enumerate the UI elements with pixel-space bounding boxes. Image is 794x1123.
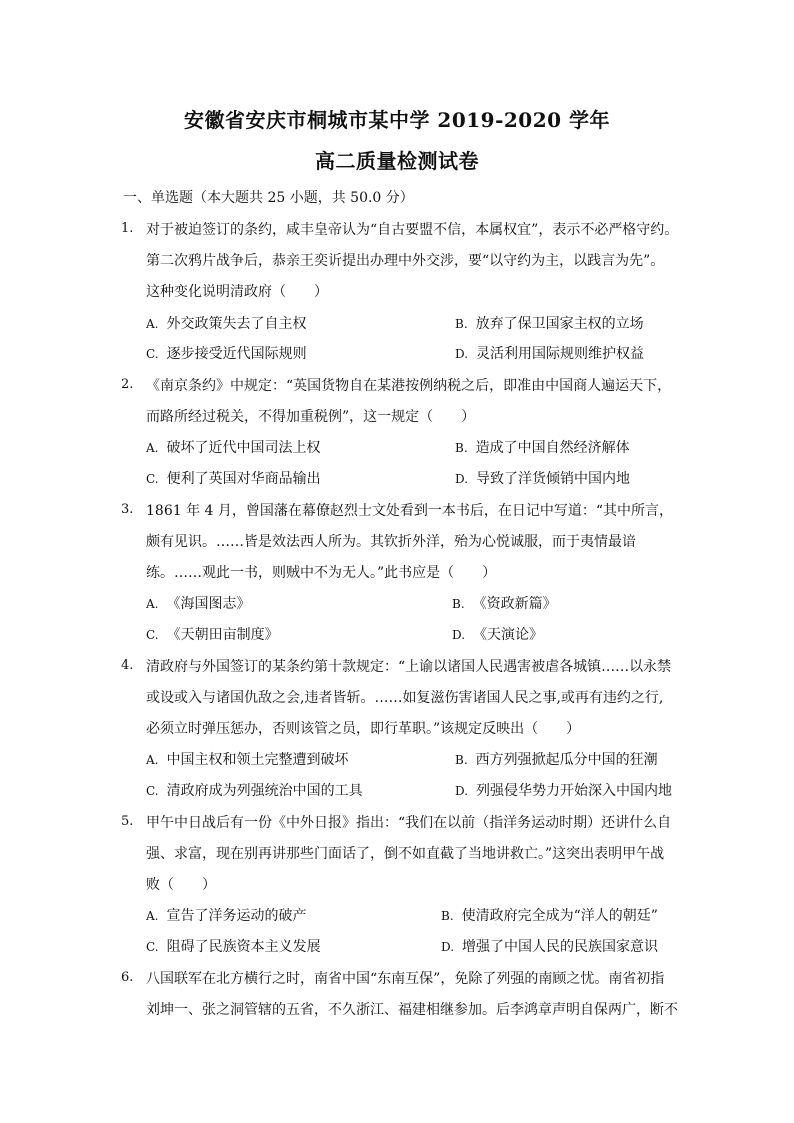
option-a (146, 749, 348, 769)
question-text-line: 1861 年 4 月，曾国藩在幕僚赵烈士文处看到一本书后，在日记中写道：“其中所言， (146, 503, 674, 519)
option-text: 破坏了近代中国司法上权 (166, 440, 321, 456)
question-text-line: 这种变化说明清政府（ ） (146, 284, 328, 300)
option-text: 增强了中国人民的民族国家意识 (462, 939, 659, 955)
option-d (452, 624, 543, 644)
option-letter: D. (455, 347, 469, 361)
question-number: 1. (121, 221, 134, 236)
option-letter: D. (452, 628, 466, 642)
option-letter: B. (455, 317, 468, 331)
question-text-line: 练。……观此一书，则贼中不为无人。”此书应是（ ） (146, 565, 497, 581)
option-text: 《资政新篇》 (472, 596, 557, 612)
question-text-line: 败（ ） (146, 877, 216, 893)
option-c (146, 468, 321, 488)
exam-title-line1: 安徽省安庆市桐城市某中学 2019-2020 学年 (183, 108, 611, 132)
option-b (452, 593, 557, 613)
option-c (146, 343, 307, 363)
question-text-line: 八国联军在北方横行之时，南省中国“东南互保”，免除了列强的南顾之忧。南省初指 (146, 971, 665, 987)
question-text-line: 清政府与外国签订的某条约第十款规定：“上谕以诸国人民遇害被虐各城镇……以永禁 (146, 659, 672, 675)
option-letter: A. (146, 909, 159, 923)
question-text-line: 强、求富，现在别再讲那些门面话了，倒不如直截了当地讲救亡。”这突出表明甲午战 (146, 846, 665, 862)
option-text: 清政府成为列强统治中国的工具 (166, 783, 363, 799)
option-letter: D. (441, 940, 455, 954)
exam-title-line2: 高二质量检测试卷 (315, 149, 479, 173)
option-c (146, 780, 363, 800)
option-text: 造成了中国自然经济解体 (475, 440, 630, 456)
question-text-line: 《南京条约》中规定：“英国货物自在某港按例纳税之后，即准由中国商人遍运天下， (146, 378, 672, 394)
option-c (146, 936, 321, 956)
option-d (441, 936, 658, 956)
option-d (455, 343, 644, 363)
option-a (146, 313, 306, 333)
question-text-line: 对于被迫签订的条约，咸丰皇帝认为“自古要盟不信，本属权宜”，表示不必严格守约。 (146, 222, 679, 238)
option-text: 外交政策失去了自主权 (166, 316, 307, 332)
question-number: 4. (121, 658, 134, 673)
option-text: 逐步接受近代国际规则 (166, 346, 307, 362)
question-number: 2. (121, 377, 134, 392)
question-text-line: 甲午中日战后有一份《中外日报》指出：“我们在以前（指洋务运动时期）还讲什么自 (146, 815, 672, 831)
option-d (455, 468, 630, 488)
option-text: 灵活利用国际规则维护权益 (476, 346, 645, 362)
option-b (455, 437, 630, 457)
option-text: 《天演论》 (473, 627, 544, 643)
option-text: 导致了洋货倾销中国内地 (476, 471, 631, 487)
option-b (455, 313, 644, 333)
question-text-line: 刘坤一、张之洞管辖的五省，不久浙江、福建相继参加。后李鸿章声明自保两广，断不 (146, 1002, 678, 1018)
option-text: 宣告了洋务运动的破产 (166, 908, 307, 924)
option-b (441, 905, 658, 925)
option-text: 便利了英国对华商品输出 (166, 471, 321, 487)
option-letter: A. (146, 597, 159, 611)
option-letter: A. (146, 441, 159, 455)
option-text: 西方列强掀起瓜分中国的狂潮 (475, 752, 658, 768)
option-text: 阻碍了民族资本主义发展 (166, 939, 321, 955)
question-text-line: 第二次鸦片战争后，恭亲王奕䜣提出办理中外交涉，要“以守约为主，以践言为先”。 (146, 253, 665, 269)
option-letter: A. (146, 753, 159, 767)
question-text-line: 或设或入与诸国仇敌之会,违者皆斩。……如复滋伤害诸国人民之事,或再有违约之行, (146, 690, 664, 706)
option-letter: C. (146, 347, 159, 361)
option-letter: D. (455, 784, 469, 798)
option-b (455, 749, 658, 769)
option-text: 《海国图志》 (166, 596, 251, 612)
option-text: 列强侵华势力开始深入中国内地 (476, 783, 673, 799)
question-text-line: 而路所经过税关，不得加重税例”，这一规定（ ） (146, 409, 476, 425)
option-a (146, 593, 250, 613)
question-text-line: 颇有见识。……皆是效法西人所为。其钦折外洋，殆为心悦诚服，而于夷情最谙 (146, 534, 636, 550)
option-text: 放弃了保卫国家主权的立场 (475, 316, 644, 332)
option-a (146, 437, 320, 457)
option-letter: C. (146, 784, 159, 798)
question-number: 6. (121, 970, 134, 985)
option-letter: C. (146, 472, 159, 486)
option-letter: C. (146, 628, 159, 642)
option-c (146, 624, 279, 644)
option-letter: C. (146, 940, 159, 954)
option-letter: D. (455, 472, 469, 486)
option-text: 《天朝田亩制度》 (166, 627, 279, 643)
option-letter: B. (441, 909, 454, 923)
section-heading: 一、单选题（本大题共 25 小题，共 50.0 分） (123, 190, 414, 206)
option-d (455, 780, 672, 800)
question-number: 3. (121, 502, 134, 517)
option-letter: A. (146, 317, 159, 331)
question-text-line: 必须立时弹压惩办，否则该管之员，即行革职。”该规定反映出（ ） (146, 721, 581, 737)
question-number: 5. (121, 814, 134, 829)
option-text: 使清政府完全成为“洋人的朝廷” (461, 908, 658, 924)
option-letter: B. (455, 753, 468, 767)
option-text: 中国主权和领土完整遭到破坏 (166, 752, 349, 768)
option-a (146, 905, 306, 925)
option-letter: B. (455, 441, 468, 455)
option-letter: B. (452, 597, 465, 611)
